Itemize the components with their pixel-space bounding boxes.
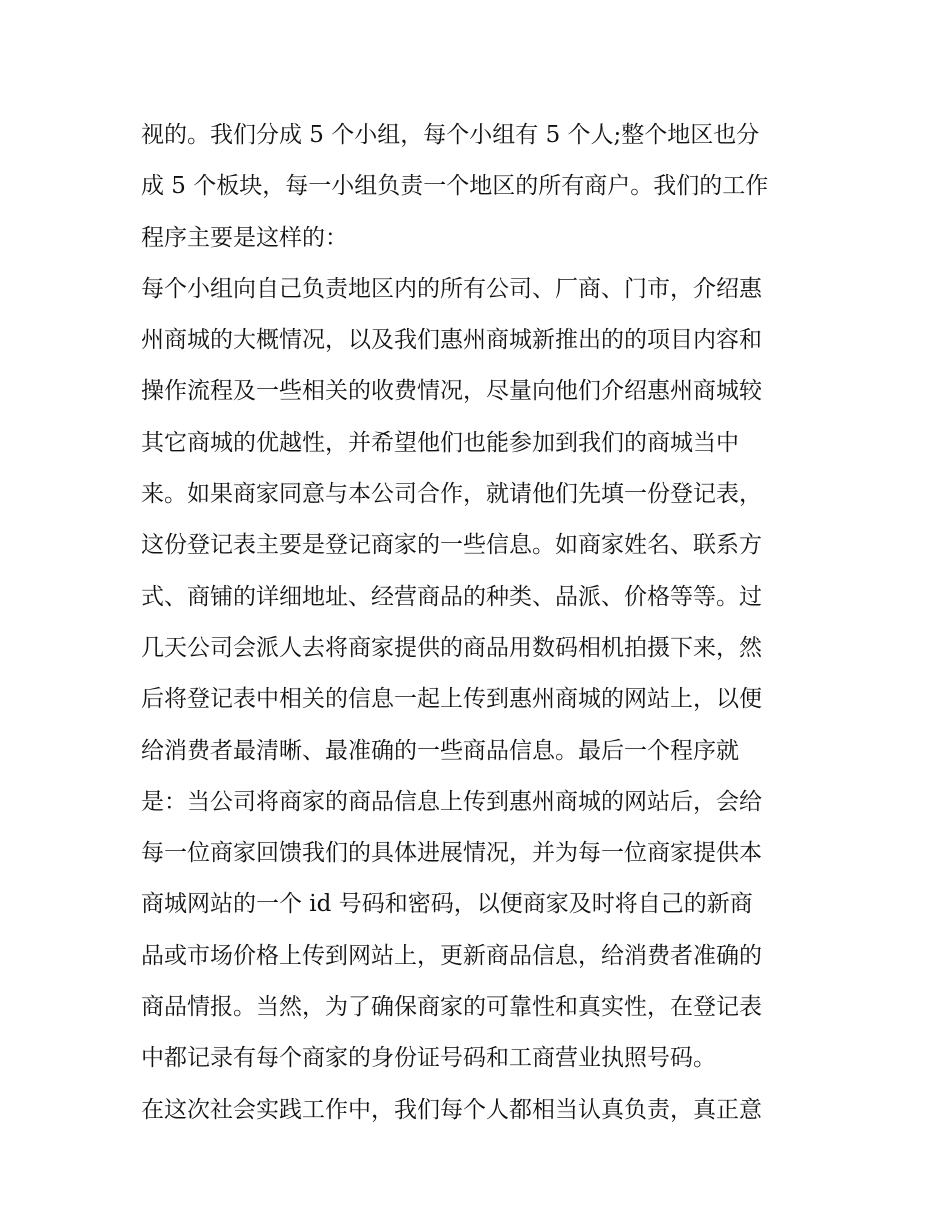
text-line: 在这次社会实践工作中，我们每个人都相当认真负责，真正意 — [141, 1096, 762, 1123]
text-line: 操作流程及一些相关的收费情况，尽量向他们介绍惠州商城较 — [141, 378, 762, 405]
text-line: 其它商城的优越性，并希望他们也能参加到我们的商城当中 — [141, 429, 739, 456]
text-line: 商城网站的一个 id 号码和密码，以便商家及时将自己的新商 — [141, 891, 753, 918]
text-line: 来。如果商家同意与本公司合作，就请他们先填一份登记表， — [141, 481, 762, 508]
text-line: 是：当公司将商家的商品信息上传到惠州商城的网站后，会给 — [141, 788, 762, 815]
text-line: 式、商铺的详细地址、经营商品的种类、品派、价格等等。过 — [141, 583, 762, 610]
text-line: 州商城的大概情况，以及我们惠州商城新推出的的项目内容和 — [141, 327, 762, 354]
text-line: 成 5 个板块，每一小组负责一个地区的所有商户。我们的工作 — [141, 173, 769, 200]
text-line: 后将登记表中相关的信息一起上传到惠州商城的网站上，以便 — [141, 686, 762, 713]
text-line: 这份登记表主要是登记商家的一些信息。如商家姓名、联系方 — [141, 532, 762, 559]
text-line: 商品情报。当然，为了确保商家的可靠性和真实性，在登记表 — [141, 994, 762, 1021]
body-text — [141, 110, 821, 1136]
text-line: 每个小组向自己负责地区内的所有公司、厂商、门市，介绍惠 — [141, 275, 762, 302]
text-line: 给消费者最清晰、最准确的一些商品信息。最后一个程序就 — [141, 737, 739, 764]
text-line: 视的。我们分成 5 个小组，每个小组有 5 个人;整个地区也分 — [141, 122, 760, 148]
text-line: 程序主要是这样的： — [141, 224, 348, 251]
text-line: 品或市场价格上传到网站上，更新商品信息，给消费者准确的 — [141, 942, 762, 969]
text-line: 每一位商家回馈我们的具体进展情况，并为每一位商家提供本 — [141, 840, 762, 867]
text-line: 中都记录有每个商家的身份证号码和工商营业执照号码。 — [141, 1045, 716, 1072]
text-line: 几天公司会派人去将商家提供的商品用数码相机拍摄下来，然 — [141, 634, 762, 661]
